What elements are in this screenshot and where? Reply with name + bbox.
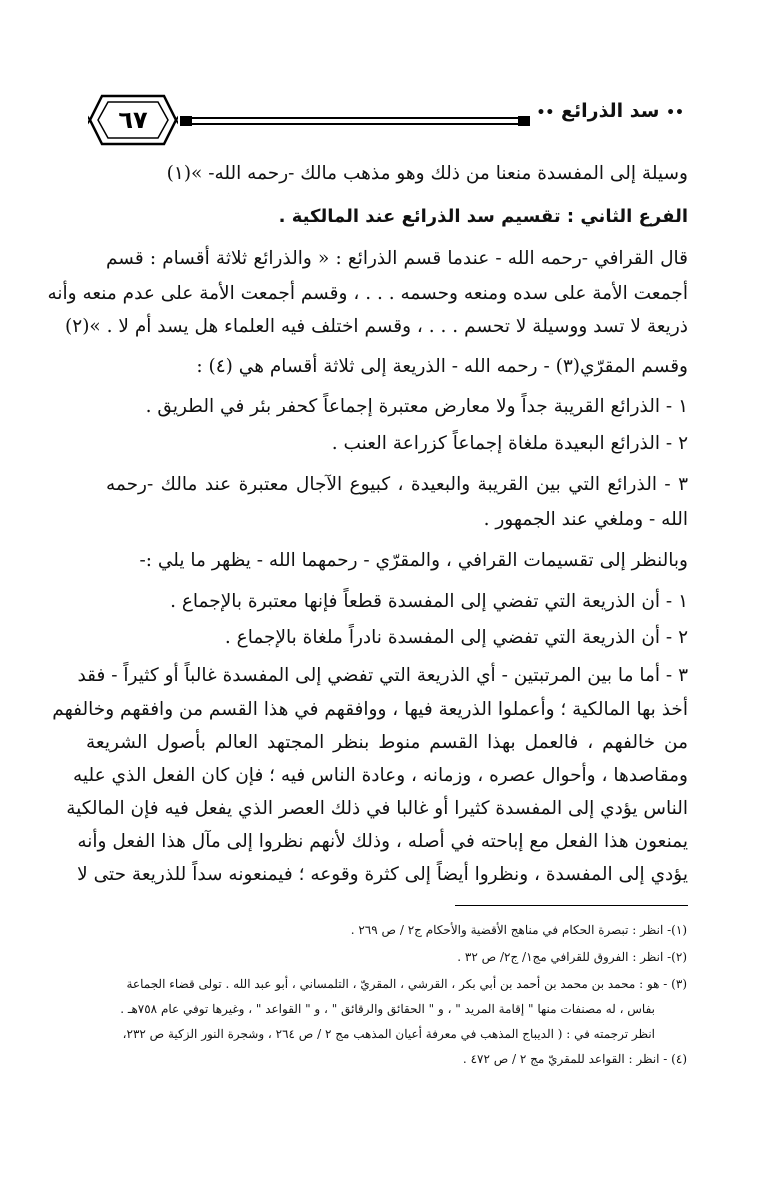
title-dots-right: •• [536, 105, 555, 121]
list-item: ١ - أن الذريعة التي تفضي إلى المفسدة قطعاً فإنها معتبرة بالإجماع . [170, 591, 688, 612]
list-item: ٣ - أما ما بين المرتبتين - أي الذريعة التي تفضي إلى المفسدة غالباً أو كثيراً - فقد [77, 665, 688, 686]
list-item: ١ - الذرائع القريبة جداً ولا معارض معتبرة إجماعاً كحفر بئر في الطريق . [145, 396, 688, 417]
text-line: وسيلة إلى المفسدة منعنا من ذلك وهو مذهب مالك -رحمه الله- »(١) [166, 163, 688, 184]
list-item: ٣ - الذرائع التي بين القريبة والبعيدة ، كبيوع الآجال معتبرة عند مالك -رحمه [106, 474, 688, 495]
running-title [536, 100, 684, 122]
running-title-text: سد الذرائع [561, 100, 660, 122]
title-dots-left: •• [666, 105, 684, 121]
footnote-separator [455, 905, 688, 906]
footnote: (٤) - انظر : القواعد للمقريّ مج ٢ / ص ٤٧٢ . [462, 1052, 687, 1066]
page-number-badge [88, 92, 178, 148]
text-line: وقسم المقرّي(٣) - رحمه الله - الذريعة إلى ثلاثة أقسام هي (٤) : [196, 356, 688, 377]
text-line: يؤدي إلى المفسدة ، ونظروا أيضاً إلى كثرة وقوعه ؛ فيمنعونه سداً للذريعة حتى لا [77, 864, 688, 885]
text-line: أخذ بها المالكية ؛ وأعملوا الذريعة فيها ، ووافقهم في هذا القسم من وافقهم وخالفهم [52, 699, 688, 720]
text-line: وبالنظر إلى تقسيمات القرافي ، والمقرّي - رحمهما الله - يظهر ما يلي :- [139, 550, 688, 571]
page-header [88, 92, 688, 150]
list-item: ٢ - أن الذريعة التي تفضي إلى المفسدة نادراً ملغاة بالإجماع . [224, 627, 688, 648]
text-line: الله - وملغي عند الجمهور . [483, 509, 688, 530]
list-item: ٢ - الذرائع البعيدة ملغاة إجماعاً كزراعة العنب . [331, 433, 688, 454]
text-line: ومقاصدها ، وأحوال عصره ، وزمانه ، وعادة الناس فيه ؛ فإن كان الفعل الذي عليه [72, 765, 688, 786]
text-line: يمنعون هذا الفعل مع إباحته في أصله ، وذلك لأنهم نظروا إلى مآل هذا الفعل وأنه [77, 831, 688, 852]
text-line: قال القرافي -رحمه الله - عندما قسم الذرائع : « والذرائع ثلاثة أقسام : قسم [106, 248, 688, 269]
text-line: ذريعة لا تسد ووسيلة لا تحسم . . . ، وقسم اختلف فيه العلماء هل يسد أم لا . »(٢) [65, 316, 688, 337]
text-line: الناس يؤدي إلى المفسدة كثيرا أو غالبا في ذلك العصر الذي يفعل فيه فإن المالكية [66, 798, 688, 819]
text-line: أجمعت الأمة على سده ومنعه وحسمه . . . ، وقسم أجمعت الأمة على عدم منعه وأنه [47, 283, 688, 304]
header-rule [180, 116, 530, 124]
text-line: من خالفهم ، فالعمل بهذا القسم منوط بنظر المجتهد العالم بأصول الشريعة [86, 732, 688, 753]
page-number: ٦٧ [118, 106, 148, 134]
footnote: (٢)- انظر : الفروق للقرافي مج١/ ج٢/ ص ٣٢ . [457, 950, 687, 964]
footnote: بفاس ، له مصنفات منها " إقامة المريد " ، و " الحقائق والرقائق " ، و " القواعد " ، وغيرها توفي عام ٧٥٨هـ . [120, 1002, 655, 1016]
footnote: (١)- انظر : تبصرة الحكام في مناهج الأقضية والأحكام ج٢ / ص ٢٦٩ . [350, 923, 687, 937]
section-heading: الفرع الثاني : تقسيم سد الذرائع عند المالكية . [278, 206, 688, 227]
footnote: انظر ترجمته في : ( الديباج المذهب في معرفة أعيان المذهب مج ٢ / ص ٢٦٤ ، وشجرة النور الزكية ص ٢٣٢، [122, 1027, 655, 1041]
footnote: (٣) - هو : محمد بن محمد بن أحمد بن أبي بكر ، القرشي ، المقريّ ، التلمساني ، أبو عبد الله . تولى قضاء الجماعة [126, 977, 687, 991]
